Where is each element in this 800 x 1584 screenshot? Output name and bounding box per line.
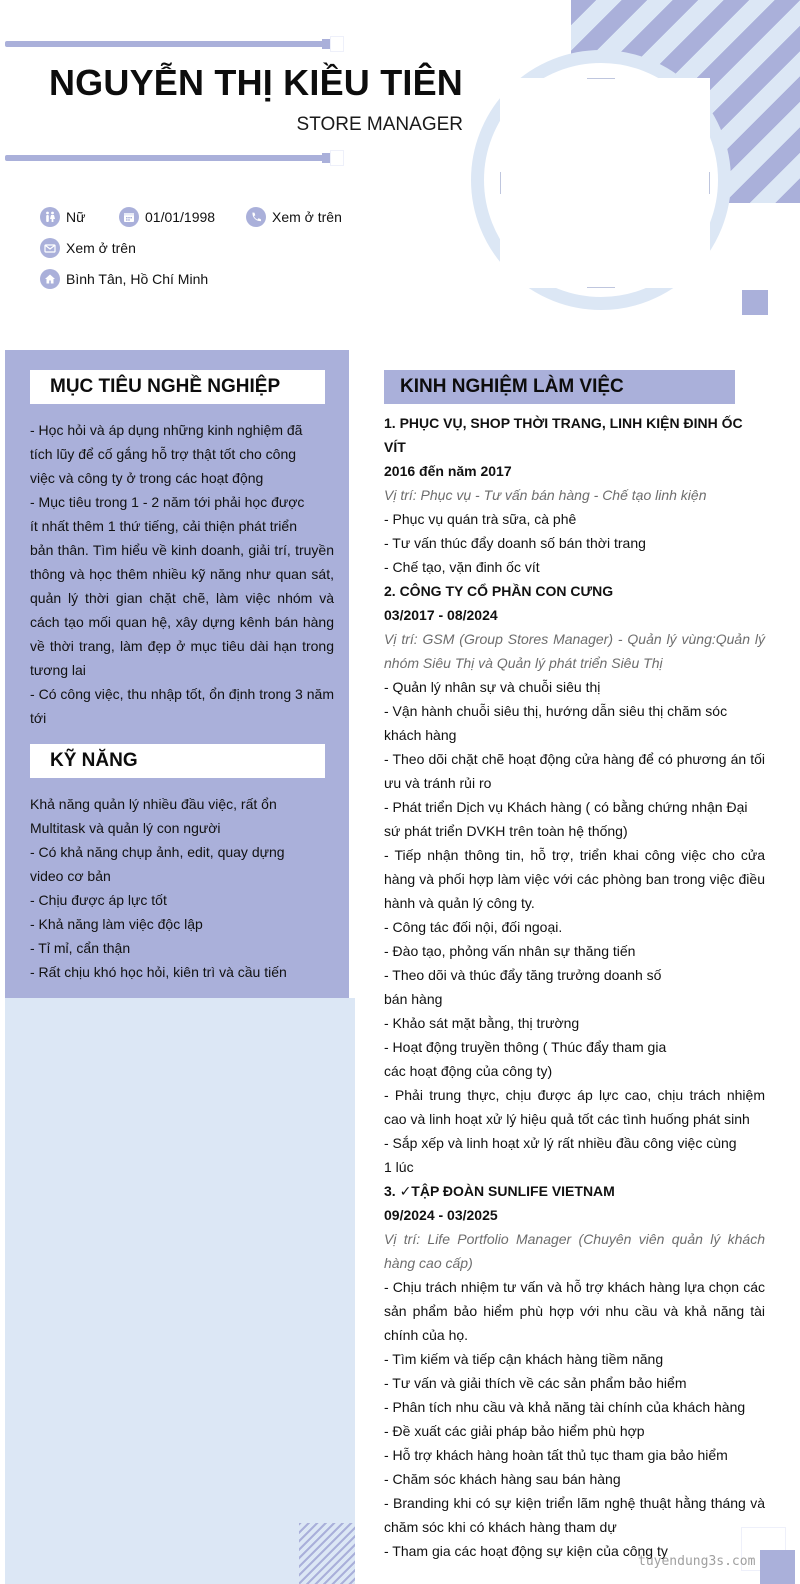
job-item: - Tư vấn thúc đẩy doanh số bán thời trang — [384, 535, 646, 551]
job-item: - Tìm kiếm và tiếp cận khách hàng tiềm năng — [384, 1351, 664, 1367]
experience-list — [384, 411, 765, 1563]
job-item: - Vận hành chuỗi siêu thị, hướng dẫn siêu thị chăm sóc khách hàng — [384, 703, 728, 743]
calendar-icon — [119, 207, 139, 227]
address-value: Bình Tân, Hồ Chí Minh — [66, 271, 209, 287]
candidate-name: NGUYỄN THỊ KIỀU TIÊN — [48, 62, 463, 103]
job-item: - Phân tích nhu cầu và khả năng tài chính của khách hàng — [384, 1399, 746, 1415]
corner-stripe-decoration — [299, 1523, 355, 1584]
objective-line: ít nhất thêm 1 thứ tiếng, cải thiện phát triển — [30, 518, 297, 534]
job-item: - Hoạt động truyền thông ( Thúc đẩy tham gia — [384, 1039, 667, 1055]
job-period: 09/2024 - 03/2025 — [384, 1207, 498, 1223]
job-item: - Chăm sóc khách hàng sau bán hàng — [384, 1471, 621, 1487]
job-item: các hoạt động của công ty) — [384, 1063, 553, 1079]
job-role: Vị trí: GSM (Group Stores Manager) - Quản lý vùng:Quản lý nhóm Siêu Thị và Quản lý phát triển Siêu Thị — [384, 631, 765, 671]
email-icon — [40, 238, 60, 258]
job-item: - Phục vụ quán trà sữa, cà phê — [384, 511, 577, 527]
job-item: bán hàng — [384, 991, 443, 1007]
skill-line: - Có khả năng chụp ảnh, edit, quay dựng — [30, 844, 285, 860]
job-item: - Đề xuất các giải pháp bảo hiểm phù hợp — [384, 1423, 645, 1439]
job-item: - Theo dõi và thúc đẩy tăng trưởng doanh số — [384, 967, 662, 983]
skill-line: - Tỉ mỉ, cẩn thận — [30, 940, 131, 956]
left-column-lower-panel — [5, 998, 355, 1584]
job-item: - Chịu trách nhiệm tư vấn và hỗ trợ khách hàng lựa chọn các sản phẩm bảo hiểm phù hợp với nhu cầu và khả năng tài chính của họ. — [384, 1279, 765, 1343]
skill-line: - Khả năng làm việc độc lập — [30, 916, 203, 932]
skill-line: - Rất chịu khó học hỏi, kiên trì và cầu tiến — [30, 964, 287, 980]
phone-value: Xem ở trên — [272, 209, 342, 225]
corner-square-decoration — [760, 1550, 795, 1584]
job-item: - Đào tạo, phỏng vấn nhân sự thăng tiến — [384, 943, 636, 959]
job-item: - Tiếp nhận thông tin, hỗ trợ, triển khai công việc cho cửa hàng và phối hợp làm việc với các phòng ban trong việc điều hành và quản lý công ty. — [384, 847, 765, 911]
job-item: - Hỗ trợ khách hàng hoàn tất thủ tục tham gia bảo hiểm — [384, 1447, 728, 1463]
objective-line: - Có công việc, thu nhập tốt, ổn định trong 3 năm tới — [30, 686, 334, 726]
job-role: Vị trí: Phục vụ - Tư vấn bán hàng - Chế tạo linh kiện — [384, 487, 707, 503]
job-title: 2. CÔNG TY CỔ PHẦN CON CƯNG — [384, 583, 614, 599]
header-top-rule-cap — [330, 36, 344, 52]
skill-line: Khả năng quản lý nhiều đầu việc, rất ổn — [30, 796, 277, 812]
contact-birthday — [119, 207, 215, 227]
job-item: - Sắp xếp và linh hoạt xử lý rất nhiều đầu công việc cùng — [384, 1135, 737, 1151]
job-item: - Phát triển Dịch vụ Khách hàng ( có bằng chứng nhận Đại sứ phát triển DVKH trên toàn hệ thống) — [384, 799, 748, 839]
profile-photo — [500, 78, 710, 288]
contact-gender — [40, 207, 85, 227]
header-bottom-rule-end — [322, 153, 330, 163]
experience-heading: KINH NGHIỆM LÀM VIỆC — [384, 370, 735, 404]
job-title: STORE MANAGER — [296, 114, 463, 135]
objective-heading: MỤC TIÊU NGHỀ NGHIỆP — [30, 370, 325, 404]
skills-heading: KỸ NĂNG — [30, 744, 325, 778]
job-title: 1. PHỤC VỤ, SHOP THỜI TRANG, LINH KIỆN ĐINH ỐC VÍT — [384, 415, 743, 455]
objective-line: - Mục tiêu trong 1 - 2 năm tới phải học được — [30, 494, 305, 510]
phone-icon — [246, 207, 266, 227]
header-bottom-rule — [5, 155, 330, 161]
objective-line: bản thân. Tìm hiểu về kinh doanh, giải trí, truyền thông và học thêm nhiều kỹ năng như quan sát, quản lý thời gian chặt chẽ, làm việc nhóm và cách tạo mối quan hệ, xây dựng kênh bán hàng về thời trang, làm đẹp ở mục tiêu dài hạn trong tương lai — [30, 542, 334, 678]
square-decoration — [742, 290, 768, 315]
header-top-rule — [5, 41, 330, 47]
job-role: Vị trí: Life Portfolio Manager (Chuyên viên quản lý khách hàng cao cấp) — [384, 1231, 765, 1271]
home-icon — [40, 269, 60, 289]
header-bottom-rule-cap — [330, 150, 344, 166]
objective-line: việc và công ty ở trong các hoạt động — [30, 470, 264, 486]
email-value: Xem ở trên — [66, 240, 136, 256]
gender-value: Nữ — [66, 209, 86, 225]
objective-line: tích lũy để cố gắng hỗ trợ thật tốt cho công — [30, 446, 297, 462]
skills-text — [30, 792, 334, 984]
gender-icon — [40, 207, 60, 227]
contact-address — [40, 269, 208, 289]
job-item: - Theo dõi chặt chẽ hoạt động cửa hàng để có phương án tối ưu và tránh rủi ro — [384, 751, 765, 791]
birthday-value: 01/01/1998 — [145, 209, 216, 225]
header-top-rule-end — [322, 39, 330, 49]
job-item: - Khảo sát mặt bằng, thị trường — [384, 1015, 580, 1031]
skill-line: video cơ bản — [30, 868, 111, 884]
objective-line: - Học hỏi và áp dụng những kinh nghiệm đã — [30, 422, 303, 438]
job-item: - Tham gia các hoạt động sự kiện của công ty — [384, 1543, 668, 1559]
job-item: - Phải trung thực, chịu được áp lực cao, chịu trách nhiệm cao và linh hoạt xử lý hiệu quả tốt các tình huống phát sinh — [384, 1087, 765, 1127]
job-title: 3. ✓TẬP ĐOÀN SUNLIFE VIETNAM — [384, 1183, 615, 1199]
objective-text — [30, 418, 334, 730]
contact-email — [40, 238, 136, 258]
job-item: 1 lúc — [384, 1159, 414, 1175]
skill-line: Multitask và quản lý con người — [30, 820, 221, 836]
job-item: - Công tác đối nội, đối ngoại. — [384, 919, 563, 935]
job-item: - Quản lý nhân sự và chuỗi siêu thị — [384, 679, 601, 695]
job-item: - Branding khi có sự kiện triển lãm nghệ thuật hằng tháng và chăm sóc khi có khách hàng tham dự — [384, 1495, 765, 1535]
skill-line: - Chịu được áp lực tốt — [30, 892, 167, 908]
watermark: tuyendung3s.com — [638, 1554, 756, 1569]
job-item: - Chế tạo, vặn đinh ốc vít — [384, 559, 540, 575]
job-period: 03/2017 - 08/2024 — [384, 607, 498, 623]
job-item: - Tư vấn và giải thích về các sản phẩm bảo hiểm — [384, 1375, 687, 1391]
contact-phone — [246, 207, 342, 227]
job-period: 2016 đến năm 2017 — [384, 463, 512, 479]
